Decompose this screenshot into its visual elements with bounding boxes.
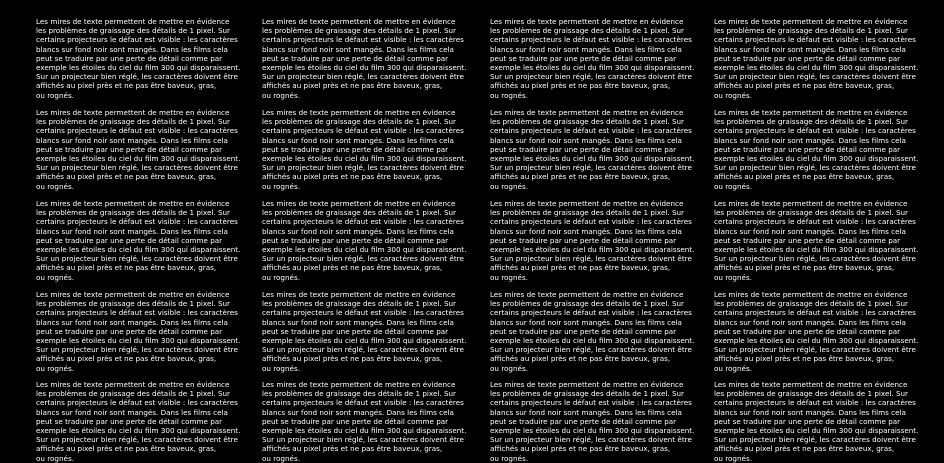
text-block: Les mires de texte permettent de mettre en évidence les problèmes de graissage des détails de 1 pixel. Sur certains projecteurs le défaut est visible : les caractères blancs sur fond noir sont mangés. Dans les films cela peut se traduire par une perte de détail comme par exemple les étoiles du ciel du film 300 qui disparaissent. Sur un projecteur bien réglé, les caractères doivent être affichés au pixel près et ne pas être baveux, gras, ou rognés. — [262, 199, 467, 282]
text-block: Les mires de texte permettent de mettre en évidence les problèmes de graissage des détails de 1 pixel. Sur certains projecteurs le défaut est visible : les caractères blancs sur fond noir sont mangés. Dans les films cela peut se traduire par une perte de détail comme par exemple les étoiles du ciel du film 300 qui disparaissent. Sur un projecteur bien réglé, les caractères doivent être affichés au pixel près et ne pas être baveux, gras, ou rognés. — [36, 199, 241, 282]
text-block: Les mires de texte permettent de mettre en évidence les problèmes de graissage des détails de 1 pixel. Sur certains projecteurs le défaut est visible : les caractères blancs sur fond noir sont mangés. Dans les films cela peut se traduire par une perte de détail comme par exemple les étoiles du ciel du film 300 qui disparaissent. Sur un projecteur bien réglé, les caractères doivent être affichés au pixel près et ne pas être baveux, gras, ou rognés. — [490, 17, 695, 100]
text-block: Les mires de texte permettent de mettre en évidence les problèmes de graissage des détails de 1 pixel. Sur certains projecteurs le défaut est visible : les caractères blancs sur fond noir sont mangés. Dans les films cela peut se traduire par une perte de détail comme par exemple les étoiles du ciel du film 300 qui disparaissent. Sur un projecteur bien réglé, les caractères doivent être affichés au pixel près et ne pas être baveux, gras, ou rognés. — [714, 17, 919, 100]
text-block: Les mires de texte permettent de mettre en évidence les problèmes de graissage des détails de 1 pixel. Sur certains projecteurs le défaut est visible : les caractères blancs sur fond noir sont mangés. Dans les films cela peut se traduire par une perte de détail comme par exemple les étoiles du ciel du film 300 qui disparaissent. Sur un projecteur bien réglé, les caractères doivent être affichés au pixel près et ne pas être baveux, gras, ou rognés. — [262, 17, 467, 100]
text-block: Les mires de texte permettent de mettre en évidence les problèmes de graissage des détails de 1 pixel. Sur certains projecteurs le défaut est visible : les caractères blancs sur fond noir sont mangés. Dans les films cela peut se traduire par une perte de détail comme par exemple les étoiles du ciel du film 300 qui disparaissent. Sur un projecteur bien réglé, les caractères doivent être affichés au pixel près et ne pas être baveux, gras, ou rognés. — [714, 108, 919, 191]
text-block: Les mires de texte permettent de mettre en évidence les problèmes de graissage des détails de 1 pixel. Sur certains projecteurs le défaut est visible : les caractères blancs sur fond noir sont mangés. Dans les films cela peut se traduire par une perte de détail comme par exemple les étoiles du ciel du film 300 qui disparaissent. Sur un projecteur bien réglé, les caractères doivent être affichés au pixel près et ne pas être baveux, gras, ou rognés. — [490, 380, 695, 463]
text-block: Les mires de texte permettent de mettre en évidence les problèmes de graissage des détails de 1 pixel. Sur certains projecteurs le défaut est visible : les caractères blancs sur fond noir sont mangés. Dans les films cela peut se traduire par une perte de détail comme par exemple les étoiles du ciel du film 300 qui disparaissent. Sur un projecteur bien réglé, les caractères doivent être affichés au pixel près et ne pas être baveux, gras, ou rognés. — [490, 199, 695, 282]
text-block: Les mires de texte permettent de mettre en évidence les problèmes de graissage des détails de 1 pixel. Sur certains projecteurs le défaut est visible : les caractères blancs sur fond noir sont mangés. Dans les films cela peut se traduire par une perte de détail comme par exemple les étoiles du ciel du film 300 qui disparaissent. Sur un projecteur bien réglé, les caractères doivent être affichés au pixel près et ne pas être baveux, gras, ou rognés. — [714, 380, 919, 463]
text-block: Les mires de texte permettent de mettre en évidence les problèmes de graissage des détails de 1 pixel. Sur certains projecteurs le défaut est visible : les caractères blancs sur fond noir sont mangés. Dans les films cela peut se traduire par une perte de détail comme par exemple les étoiles du ciel du film 300 qui disparaissent. Sur un projecteur bien réglé, les caractères doivent être affichés au pixel près et ne pas être baveux, gras, ou rognés. — [262, 290, 467, 373]
text-block: Les mires de texte permettent de mettre en évidence les problèmes de graissage des détails de 1 pixel. Sur certains projecteurs le défaut est visible : les caractères blancs sur fond noir sont mangés. Dans les films cela peut se traduire par une perte de détail comme par exemple les étoiles du ciel du film 300 qui disparaissent. Sur un projecteur bien réglé, les caractères doivent être affichés au pixel près et ne pas être baveux, gras, ou rognés. — [36, 380, 241, 463]
text-block: Les mires de texte permettent de mettre en évidence les problèmes de graissage des détails de 1 pixel. Sur certains projecteurs le défaut est visible : les caractères blancs sur fond noir sont mangés. Dans les films cela peut se traduire par une perte de détail comme par exemple les étoiles du ciel du film 300 qui disparaissent. Sur un projecteur bien réglé, les caractères doivent être affichés au pixel près et ne pas être baveux, gras, ou rognés. — [490, 108, 695, 191]
text-block: Les mires de texte permettent de mettre en évidence les problèmes de graissage des détails de 1 pixel. Sur certains projecteurs le défaut est visible : les caractères blancs sur fond noir sont mangés. Dans les films cela peut se traduire par une perte de détail comme par exemple les étoiles du ciel du film 300 qui disparaissent. Sur un projecteur bien réglé, les caractères doivent être affichés au pixel près et ne pas être baveux, gras, ou rognés. — [714, 199, 919, 282]
text-block: Les mires de texte permettent de mettre en évidence les problèmes de graissage des détails de 1 pixel. Sur certains projecteurs le défaut est visible : les caractères blancs sur fond noir sont mangés. Dans les films cela peut se traduire par une perte de détail comme par exemple les étoiles du ciel du film 300 qui disparaissent. Sur un projecteur bien réglé, les caractères doivent être affichés au pixel près et ne pas être baveux, gras, ou rognés. — [714, 290, 919, 373]
text-block: Les mires de texte permettent de mettre en évidence les problèmes de graissage des détails de 1 pixel. Sur certains projecteurs le défaut est visible : les caractères blancs sur fond noir sont mangés. Dans les films cela peut se traduire par une perte de détail comme par exemple les étoiles du ciel du film 300 qui disparaissent. Sur un projecteur bien réglé, les caractères doivent être affichés au pixel près et ne pas être baveux, gras, ou rognés. — [36, 290, 241, 373]
text-block: Les mires de texte permettent de mettre en évidence les problèmes de graissage des détails de 1 pixel. Sur certains projecteurs le défaut est visible : les caractères blancs sur fond noir sont mangés. Dans les films cela peut se traduire par une perte de détail comme par exemple les étoiles du ciel du film 300 qui disparaissent. Sur un projecteur bien réglé, les caractères doivent être affichés au pixel près et ne pas être baveux, gras, ou rognés. — [36, 17, 241, 100]
text-block: Les mires de texte permettent de mettre en évidence les problèmes de graissage des détails de 1 pixel. Sur certains projecteurs le défaut est visible : les caractères blancs sur fond noir sont mangés. Dans les films cela peut se traduire par une perte de détail comme par exemple les étoiles du ciel du film 300 qui disparaissent. Sur un projecteur bien réglé, les caractères doivent être affichés au pixel près et ne pas être baveux, gras, ou rognés. — [36, 108, 241, 191]
text-block: Les mires de texte permettent de mettre en évidence les problèmes de graissage des détails de 1 pixel. Sur certains projecteurs le défaut est visible : les caractères blancs sur fond noir sont mangés. Dans les films cela peut se traduire par une perte de détail comme par exemple les étoiles du ciel du film 300 qui disparaissent. Sur un projecteur bien réglé, les caractères doivent être affichés au pixel près et ne pas être baveux, gras, ou rognés. — [262, 108, 467, 191]
text-block: Les mires de texte permettent de mettre en évidence les problèmes de graissage des détails de 1 pixel. Sur certains projecteurs le défaut est visible : les caractères blancs sur fond noir sont mangés. Dans les films cela peut se traduire par une perte de détail comme par exemple les étoiles du ciel du film 300 qui disparaissent. Sur un projecteur bien réglé, les caractères doivent être affichés au pixel près et ne pas être baveux, gras, ou rognés. — [490, 290, 695, 373]
text-block: Les mires de texte permettent de mettre en évidence les problèmes de graissage des détails de 1 pixel. Sur certains projecteurs le défaut est visible : les caractères blancs sur fond noir sont mangés. Dans les films cela peut se traduire par une perte de détail comme par exemple les étoiles du ciel du film 300 qui disparaissent. Sur un projecteur bien réglé, les caractères doivent être affichés au pixel près et ne pas être baveux, gras, ou rognés. — [262, 380, 467, 463]
